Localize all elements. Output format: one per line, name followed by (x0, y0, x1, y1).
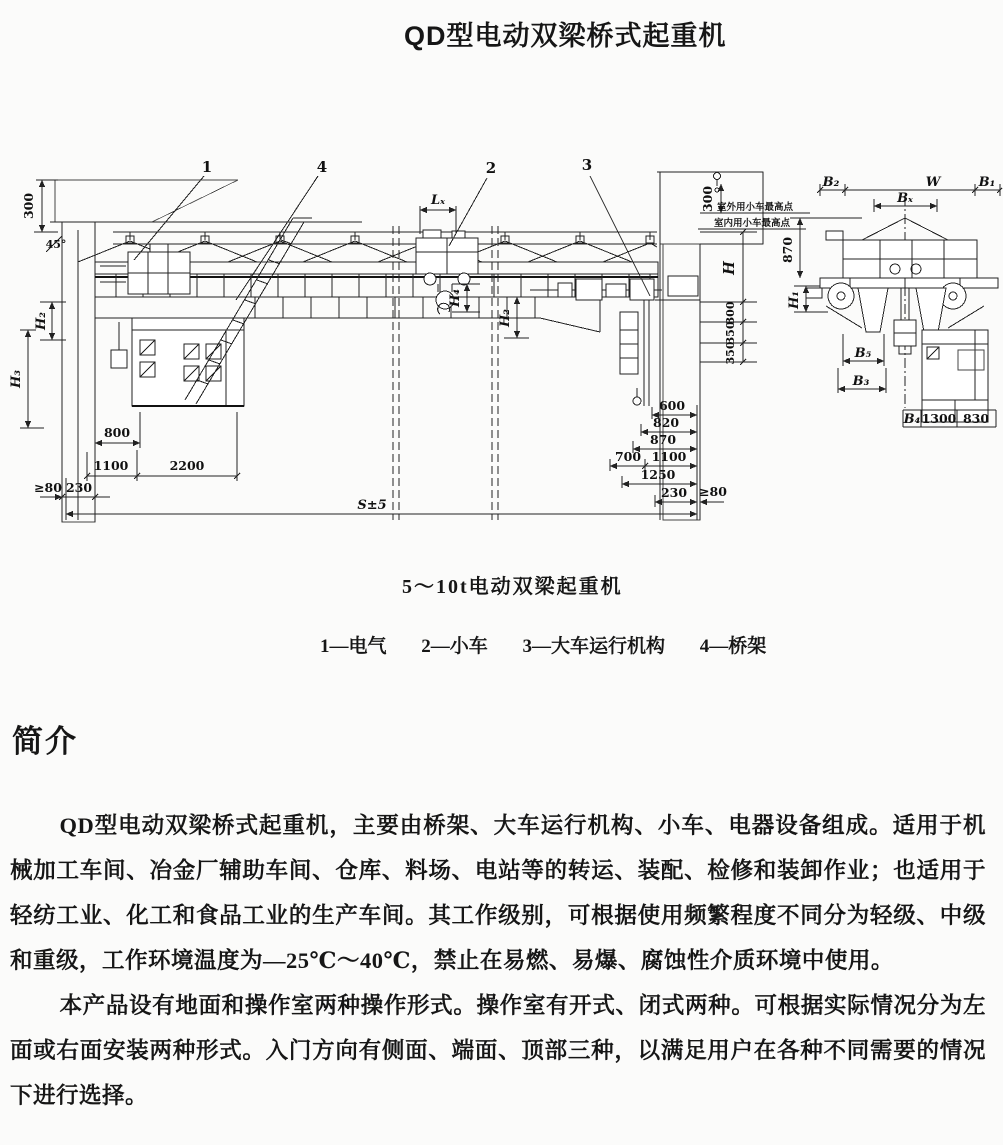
dim-1100-right: 1100 (651, 449, 687, 464)
dim-ge80-left: ≥80 (34, 480, 62, 495)
figure-legend (320, 631, 766, 658)
dim-h: H (721, 261, 738, 275)
dim-230-right: 230 (660, 485, 688, 500)
dim-870: 870 (649, 432, 677, 447)
dim-b1: B₁ (978, 175, 996, 190)
dim-lx: Lₓ (430, 193, 446, 208)
main-elevation-view (9, 156, 810, 522)
dim-bx: Bₓ (897, 191, 913, 206)
callout-4: 4 (316, 158, 328, 176)
dim-h2-left: H₂ (34, 312, 49, 330)
callout-3: 3 (581, 156, 593, 174)
dim-span: S±5 (357, 498, 387, 513)
dim-h4: H₄ (448, 289, 463, 307)
dim-b2: B₂ (822, 175, 840, 190)
end-view (780, 175, 1002, 427)
dim-300-right: 300 (700, 185, 715, 213)
dim-600: 600 (658, 398, 686, 413)
dim-h2-mid: H₂ (498, 309, 513, 327)
legend-item-bridge: 4—桥架 (699, 636, 767, 657)
callout-2: 2 (485, 159, 497, 177)
dim-col-350b: 350 (724, 341, 737, 365)
dim-230-left: 230 (65, 480, 93, 495)
callout-leaders (134, 176, 650, 300)
legend-item-trolley: 2—小车 (421, 636, 488, 657)
dim-w: W (925, 175, 941, 190)
end-view-structure (806, 218, 998, 422)
crane-technical-drawing (0, 150, 1003, 535)
legend-item-travel-mechanism: 3—大车运行机构 (522, 636, 666, 657)
dim-1250: 1250 (640, 467, 676, 482)
dim-h1: H₁ (787, 291, 802, 309)
dim-300-left: 300 (21, 192, 36, 220)
dim-col-300: 300 (724, 301, 737, 325)
figure-caption: 5～10t电动双梁起重机 (402, 576, 623, 598)
dim-col-350a: 350 (724, 321, 737, 345)
callout-1: 1 (201, 158, 213, 176)
dim-830: 830 (962, 411, 990, 426)
dim-b4: B₄ (903, 412, 921, 427)
trolley (416, 230, 478, 314)
intro-paragraph-1: QD型电动双梁桥式起重机，主要由桥架、大车运行机构、小车、电器设备组成。适用于机械加工车间、冶金厂辅助车间、仓库、料场、电站等的转运、装配、检修和装卸作业；也适用于轻纺工业、化工和食品工业的生产车间。其工作级别，可根据使用频繁程度不同分为轻级、中级和重级，工作环境温度为—25℃～40℃，禁止在易燃、易爆、腐蚀性介质环境中使用。 (10, 813, 986, 973)
note-indoor-trolley-highpoint: 室内用小车最高点 (713, 218, 791, 229)
dim-820: 820 (652, 415, 680, 430)
dim-h3: H₃ (9, 370, 24, 388)
intro-text (10, 803, 986, 1118)
legend-item-electrical: 1—电气 (320, 636, 387, 657)
intro-paragraph-2: 本产品设有地面和操作室两种操作形式。操作室有开式、闭式两种。可根据实际情况分为左面或右面安装两种形式。入门方向有侧面、端面、顶部三种，以满足用户在各种不同需要的情况下进行选择。 (10, 993, 986, 1108)
crane-travel-mechanism (530, 276, 700, 406)
dim-1300: 1300 (921, 411, 957, 426)
left-end-truck (100, 244, 190, 294)
page-title: QD型电动双梁桥式起重机 (404, 21, 727, 51)
dim-b5: B₅ (854, 346, 872, 361)
dim-ge80-right: ≥80 (699, 484, 727, 499)
dim-b3: B₃ (852, 374, 870, 389)
dim-45deg: 45° (45, 238, 67, 251)
operator-cab (111, 318, 244, 406)
dim-800: 800 (103, 425, 131, 440)
dim-1100-left: 1100 (93, 458, 129, 473)
section-heading: 简介 (12, 724, 78, 759)
note-outdoor-trolley-highpoint: 室外用小车最高点 (716, 202, 794, 213)
dim-870-vert: 870 (780, 236, 795, 264)
dim-700: 700 (614, 449, 642, 464)
dim-2200: 2200 (169, 458, 205, 473)
